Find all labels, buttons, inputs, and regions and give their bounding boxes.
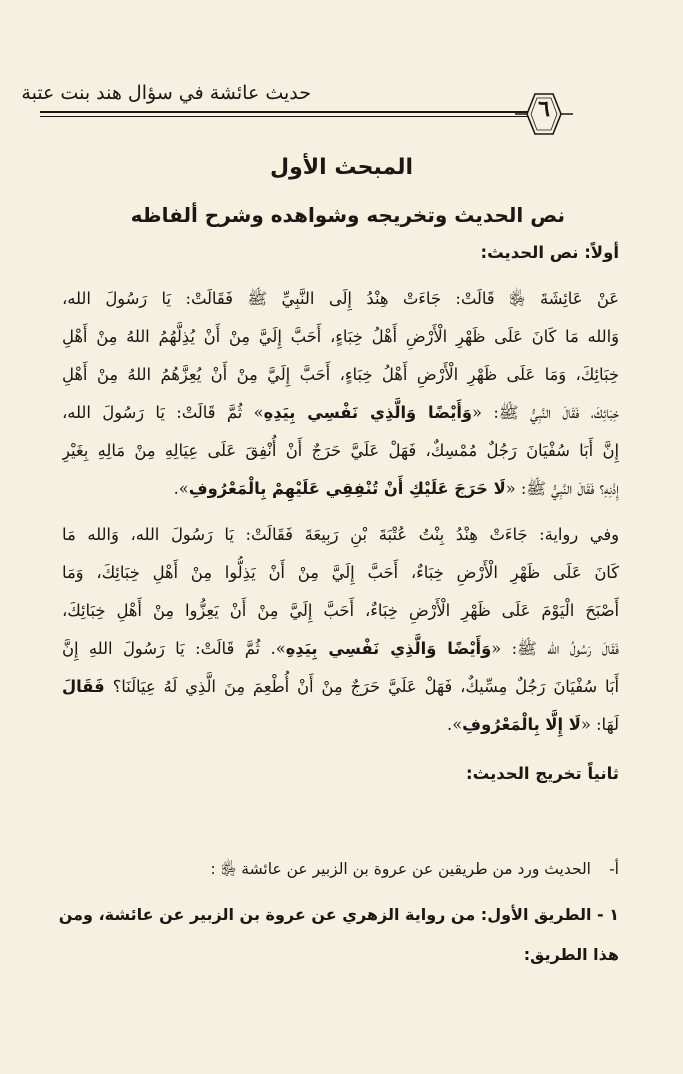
hadith-text-segment: ».: [173, 479, 189, 498]
riwaya-line: كَانَ عَلَى ظَهْرِ الْأَرْضِ خِبَاءٌ، أَحَبَّ إِلَيَّ مِنْ أَنْ يَذِلُّوا مِنْ أَهْلِ خِبَائِكَ، وَمَا: [62, 563, 619, 582]
item-a-text: الحديث ورد من طريقين عن عروة بن الزبير عن عائشة ﵂ :: [210, 860, 591, 878]
hadith-line: [62, 472, 619, 506]
riwaya-text-segment: ». ثُمَّ قَالَتْ: يَا رَسُولَ اللهِ إِنَّ: [62, 639, 286, 658]
hadith-text-segment: إِذْنِهِ؟ فَقَالَ النَّبِيُّ ﷺ: «: [505, 479, 619, 498]
takhrij-label: ثانياً تخريج الحديث:: [466, 764, 619, 783]
running-header-title: حديث عائشة في سؤال هند بنت عتبة: [21, 82, 311, 104]
prophet-quote: وَأَيْضًا وَالَّذِي نَفْسِي بِيَدِهِ: [285, 639, 492, 658]
hadith-text-segment: خِبَائِكَ، فَقَالَ النَّبِيُّ ﷺ: «: [472, 403, 619, 422]
riwaya-line: [62, 632, 619, 666]
prophet-quote: وَأَيْضًا وَالَّذِي نَفْسِي بِيَدِهِ: [263, 403, 473, 422]
prophet-quote: لَا إِلَّا بِالْمَعْرُوفِ: [462, 715, 581, 734]
path-one-line: ١ - الطريق الأول: من رواية الزهري عن عروة بن الزبير عن عائشة، ومن: [58, 905, 619, 924]
header-rule-thin: [40, 116, 540, 117]
riwaya-line: [62, 670, 619, 704]
prophet-quote: لَا حَرَجَ عَلَيْكِ أَنْ تُنْفِقِي عَلَيْهِمْ بِالْمَعْرُوفِ: [188, 479, 506, 498]
hadith-line: عَنْ عَائِشَةَ ﵂ قَالَتْ: جَاءَتْ هِنْدُ إِلَى النَّبِيِّ ﷺ فَقَالَتْ: يَا رَسُولَ الله،: [62, 289, 619, 308]
riwaya-text-segment: فَقَالَ رَسُولُ الله ﷺ: «: [491, 639, 619, 658]
hadith-line: وَالله مَا كَانَ عَلَى ظَهْرِ الْأَرْضِ أَهْلُ خِبَاءٍ، أَحَبَّ إِلَيَّ مِنْ أَنْ يُذِلَّهُمُ اللهُ مِنْ أَهْلِ: [62, 327, 619, 346]
riwaya-line: [62, 708, 619, 742]
hadith-text-segment: » ثُمَّ قَالَتْ: يَا رَسُولَ الله،: [62, 403, 264, 422]
riwaya-text-segment: أَبَا سُفْيَانَ رَجُلٌ مِسِّيكٌ، فَهَلْ عَلَيَّ حَرَجٌ مِنْ أَنْ أُطْعِمَ مِنَ الَّذِي لَهُ عِيَالَنَا؟: [112, 677, 619, 696]
section-heading: المبحث الأول: [269, 155, 414, 180]
section-subheading: نص الحديث وتخريجه وشواهده وشرح ألفاظه: [130, 203, 565, 227]
riwaya-text-segment: لَهَا: «: [580, 715, 619, 734]
hadith-text-label: أولاً: نص الحديث:: [480, 243, 619, 262]
hadith-line: إِنَّ أَبَا سُفْيَانَ رَجُلٌ مُمْسِكٌ، فَهَلْ عَلَيَّ حَرَجٌ أَنْ أُنْفِقَ عَلَى عِيَالِهِ مِنْ مَالِهِ بِغَيْرِ: [62, 441, 619, 460]
path-one-line: هذا الطريق:: [523, 945, 619, 964]
riwaya-line: أَصْبَحَ الْيَوْمَ عَلَى ظَهْرِ الْأَرْضِ خِبَاءٌ، أَحَبَّ إِلَيَّ مِنْ أَنْ يَعِزُّوا مِنْ أَهْلِ خِبَائِكَ،: [62, 601, 619, 620]
riwaya-bold-word: فَقَالَ: [62, 677, 105, 696]
hadith-line: [62, 396, 619, 430]
hadith-line: خِبَائِكَ، وَمَا عَلَى ظَهْرِ الْأَرْضِ أَهْلُ خِبَاءٍ، أَحَبَّ إِلَيَّ مِنْ أَنْ يُعِزَّهُمُ اللهُ مِنْ أَهْلِ: [62, 365, 619, 384]
header-rule: [40, 111, 540, 113]
riwaya-line: وفي رواية: جَاءَتْ هِنْدُ بِنْتُ عُتْبَةَ بْنِ رَبِيعَةَ فَقَالَتْ: يَا رَسُولَ الله، وَالله مَا: [62, 525, 619, 544]
page-number: ٦: [538, 96, 550, 122]
item-a-letter: أ-: [609, 860, 619, 878]
riwaya-text-segment: ».: [447, 715, 463, 734]
